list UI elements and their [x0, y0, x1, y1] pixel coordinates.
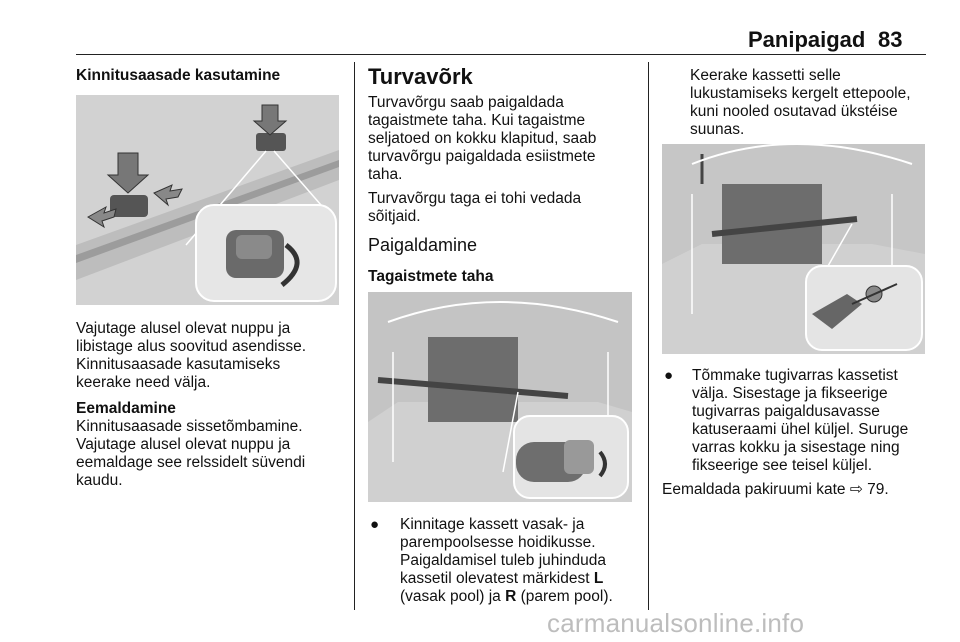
- page-header-title: Panipaigad: [748, 27, 866, 52]
- right-bullet-line-1: Tõmmake tugivarras kassetist: [692, 367, 898, 384]
- left-para-2-line-4: kaudu.: [76, 472, 123, 489]
- right-bullet-line-2: välja. Sisestage ja fikseerige: [692, 385, 888, 402]
- middle-bullet-dot: ●: [370, 516, 380, 533]
- right-para-1-line-2: lukustamiseks kergelt ettepoole,: [690, 85, 911, 102]
- middle-bullet-line-4-text: kassetil olevatest märkidest: [400, 570, 594, 587]
- right-bullet-line-6: fikseerige see teisel küljel.: [692, 457, 873, 474]
- middle-section-heading: Paigaldamine: [368, 235, 478, 255]
- middle-para-1-line-5: taha.: [368, 166, 403, 183]
- header-rule: [76, 54, 926, 55]
- middle-para-2-line-2: sõitjaid.: [368, 208, 421, 225]
- left-para-1-line-2: libistage alus soovitud asendisse.: [76, 338, 307, 355]
- figure-lashing-eyes: [76, 95, 339, 305]
- figure-support-rod: [662, 144, 925, 354]
- mark-l: L: [593, 570, 604, 587]
- middle-para-2-line-1: Turvavõrgu taga ei tohi vedada: [368, 190, 582, 207]
- mark-r: R: [505, 588, 517, 605]
- middle-para-1-line-1: Turvavõrgu saab paigaldada: [368, 94, 564, 111]
- middle-bullet-line-5: [400, 588, 613, 606]
- page-number: 83: [878, 27, 903, 52]
- middle-para-1-line-2: tagaistmete taha. Kui tagaistme: [368, 112, 586, 129]
- middle-para-1-line-4: turvavõrgu paigaldada esiistmete: [368, 148, 596, 165]
- left-para-2-line-3: eemaldage see relssidelt süvendi: [76, 454, 306, 471]
- page-reference-link[interactable]: 79.: [862, 481, 889, 498]
- column-divider-2: [648, 62, 649, 610]
- right-para-1-line-4: suunas.: [690, 121, 745, 138]
- right-bullet-line-5: varras kokku ja sisestage ning: [692, 439, 900, 456]
- middle-heading: Turvavõrk: [368, 64, 473, 89]
- right-footer-line: [662, 481, 889, 499]
- left-heading: Kinnitusaasade kasutamine: [76, 67, 281, 84]
- column-divider-1: [354, 62, 355, 610]
- right-para-1-line-1: Keerake kassetti selle: [690, 67, 841, 84]
- middle-bullet-line-5a: (vasak pool) ja: [400, 588, 506, 605]
- right-footer-text: Eemaldada pakiruumi kate: [662, 481, 850, 498]
- middle-bullet-line-2: parempoolsesse hoidikusse.: [400, 534, 596, 551]
- watermark: carmanualsonline.info: [547, 608, 805, 638]
- right-bullet-line-3: tugivarras paigaldusavasse: [692, 403, 880, 420]
- middle-subheading: Tagaistmete taha: [368, 268, 494, 285]
- left-para-2-line-2: Vajutage alusel olevat nuppu ja: [76, 436, 291, 453]
- right-bullet-dot: ●: [664, 367, 674, 384]
- right-bullet-line-4: katuseraami ühel küljel. Suruge: [692, 421, 909, 438]
- middle-bullet-line-3: Paigaldamisel tuleb juhinduda: [400, 552, 606, 569]
- middle-bullet-line-4: [400, 570, 603, 588]
- left-para-2-line-1: Kinnitusaasade sissetõmbamine.: [76, 418, 303, 435]
- figure-cassette-install: [368, 292, 632, 502]
- page-reference-icon[interactable]: ⇨: [849, 481, 863, 498]
- middle-bullet-line-5b: (parem pool).: [516, 588, 613, 605]
- left-para-1-line-3: Kinnitusaasade kasutamiseks: [76, 356, 281, 373]
- left-para-1-line-1: Vajutage alusel olevat nuppu ja: [76, 320, 291, 337]
- middle-para-1-line-3: seljatoed on kokku klapitud, saab: [368, 130, 597, 147]
- left-subheading: Eemaldamine: [76, 400, 176, 417]
- middle-bullet-line-1: Kinnitage kassett vasak- ja: [400, 516, 585, 533]
- left-para-1-line-4: keerake need välja.: [76, 374, 211, 391]
- right-para-1-line-3: kuni nooled osutavad ükstéise: [690, 103, 898, 120]
